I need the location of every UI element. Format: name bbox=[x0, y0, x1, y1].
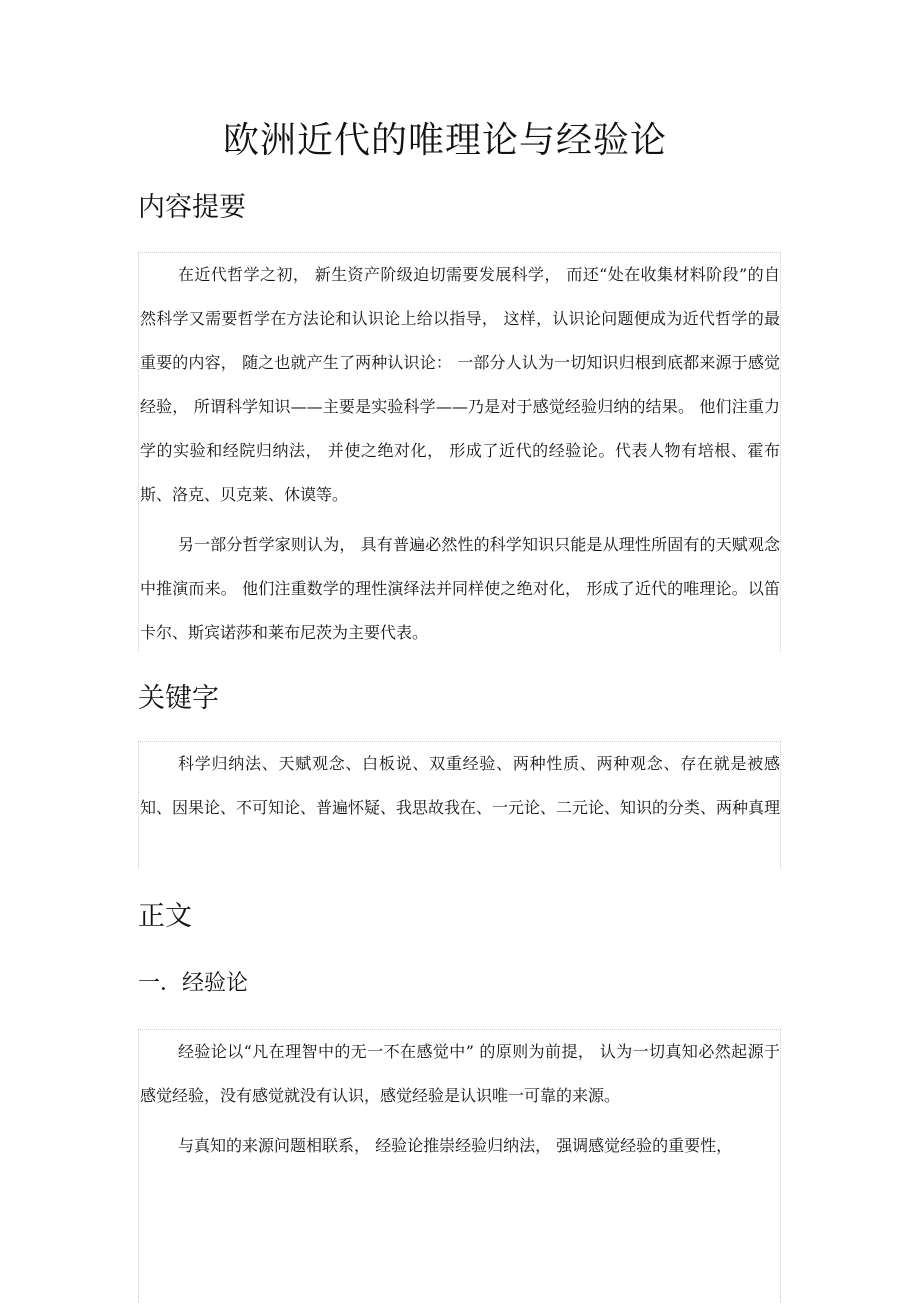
summary-heading: 内容提要 bbox=[138, 192, 246, 223]
summary-box bbox=[138, 252, 781, 652]
empiricism-subheading: 一．经验论 bbox=[138, 971, 249, 996]
body-heading: 正文 bbox=[138, 901, 192, 932]
empiricism-box bbox=[138, 1029, 781, 1303]
keywords-box bbox=[138, 741, 781, 869]
empiricism-paragraph-1: 经验论以“凡在理智中的无一不在感觉中” 的原则为前提， 认为一切真知必然起源于感觉经验，没有感觉就没有认识，感觉经验是认识唯一可靠的来源。 bbox=[140, 1042, 780, 1105]
summary-paragraph-1: 在近代哲学之初， 新生资产阶级迫切需要发展科学， 而还“处在收集材料阶段”的自然科学又需要哲学在方法论和认识论上给以指导， 这样，认识论问题便成为近代哲学的最重要的内容， 随之也就产生了两种认识论： 一部分人认为一切知识归根到底都来源于感觉经验， 所谓科学知识——主要是实验科学——乃是对于感觉经验归纳的结果。 他们注重力学的实验和经院归纳法， 并使之绝对化， 形成了近代的经验论。代表人物有培根、霍布斯、洛克、贝克莱、休谟等。 bbox=[140, 265, 780, 504]
keywords-heading: 关键字 bbox=[138, 683, 219, 714]
document-title: 欧洲近代的唯理论与经验论 bbox=[222, 120, 667, 161]
keywords-paragraph: 科学归纳法、天赋观念、白板说、双重经验、两种性质、两种观念、存在就是被感知、因果论、不可知论、普遍怀疑、我思故我在、一元论、二元论、知识的分类、两种真理 bbox=[140, 754, 781, 817]
empiricism-paragraph-2: 与真知的来源问题相联系， 经验论推崇经验归纳法， 强调感觉经验的重要性， bbox=[178, 1136, 733, 1155]
summary-paragraph-2: 另一部分哲学家则认为， 具有普遍必然性的科学知识只能是从理性所固有的天赋观念中推演而来。 他们注重数学的理性演绎法并同样使之绝对化， 形成了近代的唯理论。以笛卡尔、斯宾诺莎和莱布尼茨为主要代表。 bbox=[140, 535, 780, 642]
